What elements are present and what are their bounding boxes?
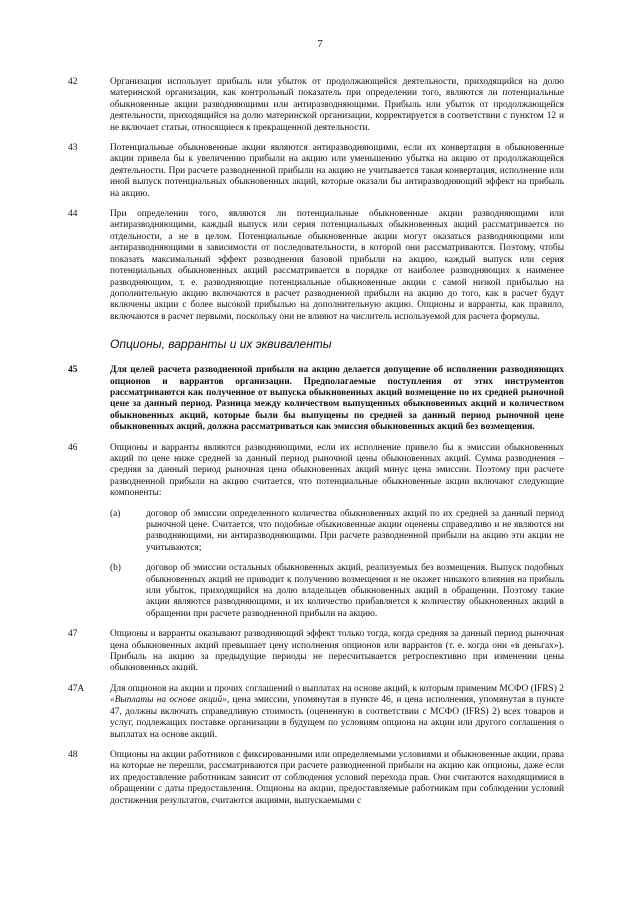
paragraph-number: 44 [68, 209, 78, 220]
paragraph-number: 45 [68, 365, 78, 376]
text-after: , цена эмиссии, упомянутая в пункте 46, и цена исполнения, упомянутая в пункте 47, должны включать справедливую стоимость (оцененную в соответствии с МСФО (IFRS) 2) всех товаров и услуг, подлежащих поставке организации в будущем по условиям опциона на акции или другого соглашения о выплатах на основе акций. [110, 695, 564, 740]
paragraph-text: При определении того, являются ли потенциальные обыкновенные акции разводняющими или антиразводняющими, каждый выпуск или серия потенциальных обыкновенных акций рассматривается по отдельности, а не в целом. Потенциальные обыкновенные акции могут оказаться разводняющими или антиразводняющими в зависимости от последовательности, в которой они рассматриваются. Поэтому, чтобы показать максимальный эффект разводнения базовой прибыли на акцию, каждый выпуск или серия потенциальных обыкновенных акций рассматривается в порядке от наиболее разводняющих к наименее разводняющим, т. е. разводняющие потенциальные обыкновенные акции с самой низкой прибылью на дополнительную акцию включаются в расчет разводненной прибыли на акцию до того, как в расчет будут включены акции с более высокой прибылью на дополнительную акцию. Опционы и варранты, как правило, включаются в расчет первыми, поскольку они не влияют на числитель используемой для расчета формулы. [110, 209, 564, 322]
paragraph-48 [68, 750, 564, 807]
paragraph-text: Организация использует прибыль или убыток от продолжающейся деятельности, приходящийся на долю материнской организации, как контрольный показатель при определении того, являются ли потенциальные обыкновенные акции разводняющими или антиразводняющими. Прибыль или убыток от продолжающейся деятельности, приходящийся на долю материнской организации, корректируется в соответствии с пунктом 12 и не включает статьи, относящиеся к прекращенной деятельности. [110, 77, 564, 133]
section-heading: Опционы, варранты и их эквиваленты [110, 337, 332, 352]
paragraph-text: Опционы на акции работников с фиксированными или определяемыми условиями и обыкновенные акции, права на которые не перешли, рассматриваются при расчете разводненной прибыли на акцию как опционы, даже если их предоставление работникам зависит от соблюдения условий перехода прав. Они считаются находящимися в обращении с даты предоставления. Опционы на акции, предоставляемые работникам при соблюдении условий достижения результатов, считаются акциями, выпускаемыми с [110, 749, 564, 806]
paragraph-text [110, 684, 564, 741]
paragraph-number: 43 [68, 143, 78, 154]
list-item-b [110, 563, 564, 620]
paragraph-45 [68, 365, 564, 433]
paragraph-number: 47A [68, 683, 85, 694]
paragraph-text: Потенциальные обыкновенные акции являются антиразводняющими, если их конвертация в обыкновенные акции привела бы к увеличению прибыли на акцию или уменьшению убытка на акцию от продолжающейся деятельности. При расчете разводненной прибыли на акцию не учитывается такая конвертация, исполнение или иной выпуск потенциальных обыкновенных акций, которые оказали бы антиразводняющий эффект на прибыль на акцию. [110, 143, 564, 199]
paragraph-text: Опционы и варранты являются разводняющими, если их исполнение привело бы к эмиссии обыкновенных акций по цене ниже средней за данный период рыночной цены обыкновенных акций. Сумма разводнения – средняя за данный период рыночная цена обыкновенных акций минус цена эмиссии. Поэтому при расчете разводненной прибыли на акцию считается, что потенциальные обыкновенные акции включают следующие компоненты: [110, 442, 564, 499]
paragraph-text: Опционы и варранты оказывают разводняющий эффект только тогда, когда средняя за данный период рыночная цена обыкновенных акций превышает цену исполнения опционов или варрантов (т. е. когда они «в деньгах»). Прибыль на акцию за предыдущие периоды не пересчитывается ретроспективно при изменении цены обыкновенных акций. [110, 629, 564, 674]
paragraph-number: 47 [68, 629, 78, 640]
paragraph-47a [68, 684, 564, 741]
list-item-label: (a) [110, 508, 121, 519]
standard-title: «Выплаты на основе акций» [110, 695, 227, 706]
list-item-a [110, 509, 564, 555]
paragraph-47 [68, 629, 564, 675]
list-item-label: (b) [110, 563, 121, 574]
paragraph-43 [68, 143, 564, 200]
page-number: 7 [317, 38, 323, 50]
paragraph-42 [68, 77, 564, 134]
paragraph-44 [68, 209, 564, 323]
paragraph-number: 42 [68, 77, 78, 87]
paragraph-number: 46 [68, 442, 78, 453]
paragraph-46 [68, 443, 564, 621]
list-item-text: договор об эмиссии остальных обыкновенных акций, реализуемых без возмещения. Выпуск подобных обыкновенных акций не приводит к получению возмещения и не окажет никакого влияния на прибыль или убыток, приходящийся на долю владельцев обыкновенных акций в обращении. Поэтому такие акции являются разводняющими, и их количество прибавляется к количеству обыкновенных акций в обращении при расчете разводненной прибыли на акцию. [146, 563, 564, 619]
paragraph-number: 48 [68, 749, 78, 760]
document-body [68, 77, 564, 816]
list-item-text: договор об эмиссии определенного количества обыкновенных акций по их средней за данный период рыночной цене. Считается, что подобные обыкновенные акции оценены справедливо и не являются ни разводняющими, ни антиразводняющими. При расчете разводненной прибыли на акцию эти акции не учитываются; [146, 508, 564, 553]
paragraph-text: Для целей расчета разводненной прибыли на акцию делается допущение об исполнении разводняющих опционов и варрантов организации. Предполагаемые поступления от этих инструментов рассматриваются как полученное от выпуска обыкновенных акций возмещение по их средней рыночной цене за данный период. Разница между количеством выпущенных обыкновенных акций и количеством обыкновенных акций, которые были бы выпущены по средней за данный период рыночной цене обыкновенных акций, должна рассматриваться как эмиссия обыкновенных акций без возмещения. [110, 365, 564, 433]
text-before: Для опционов на акции и прочих соглашений о выплатах на основе акций, к которым применим МСФО (IFRS) 2 [110, 683, 564, 694]
